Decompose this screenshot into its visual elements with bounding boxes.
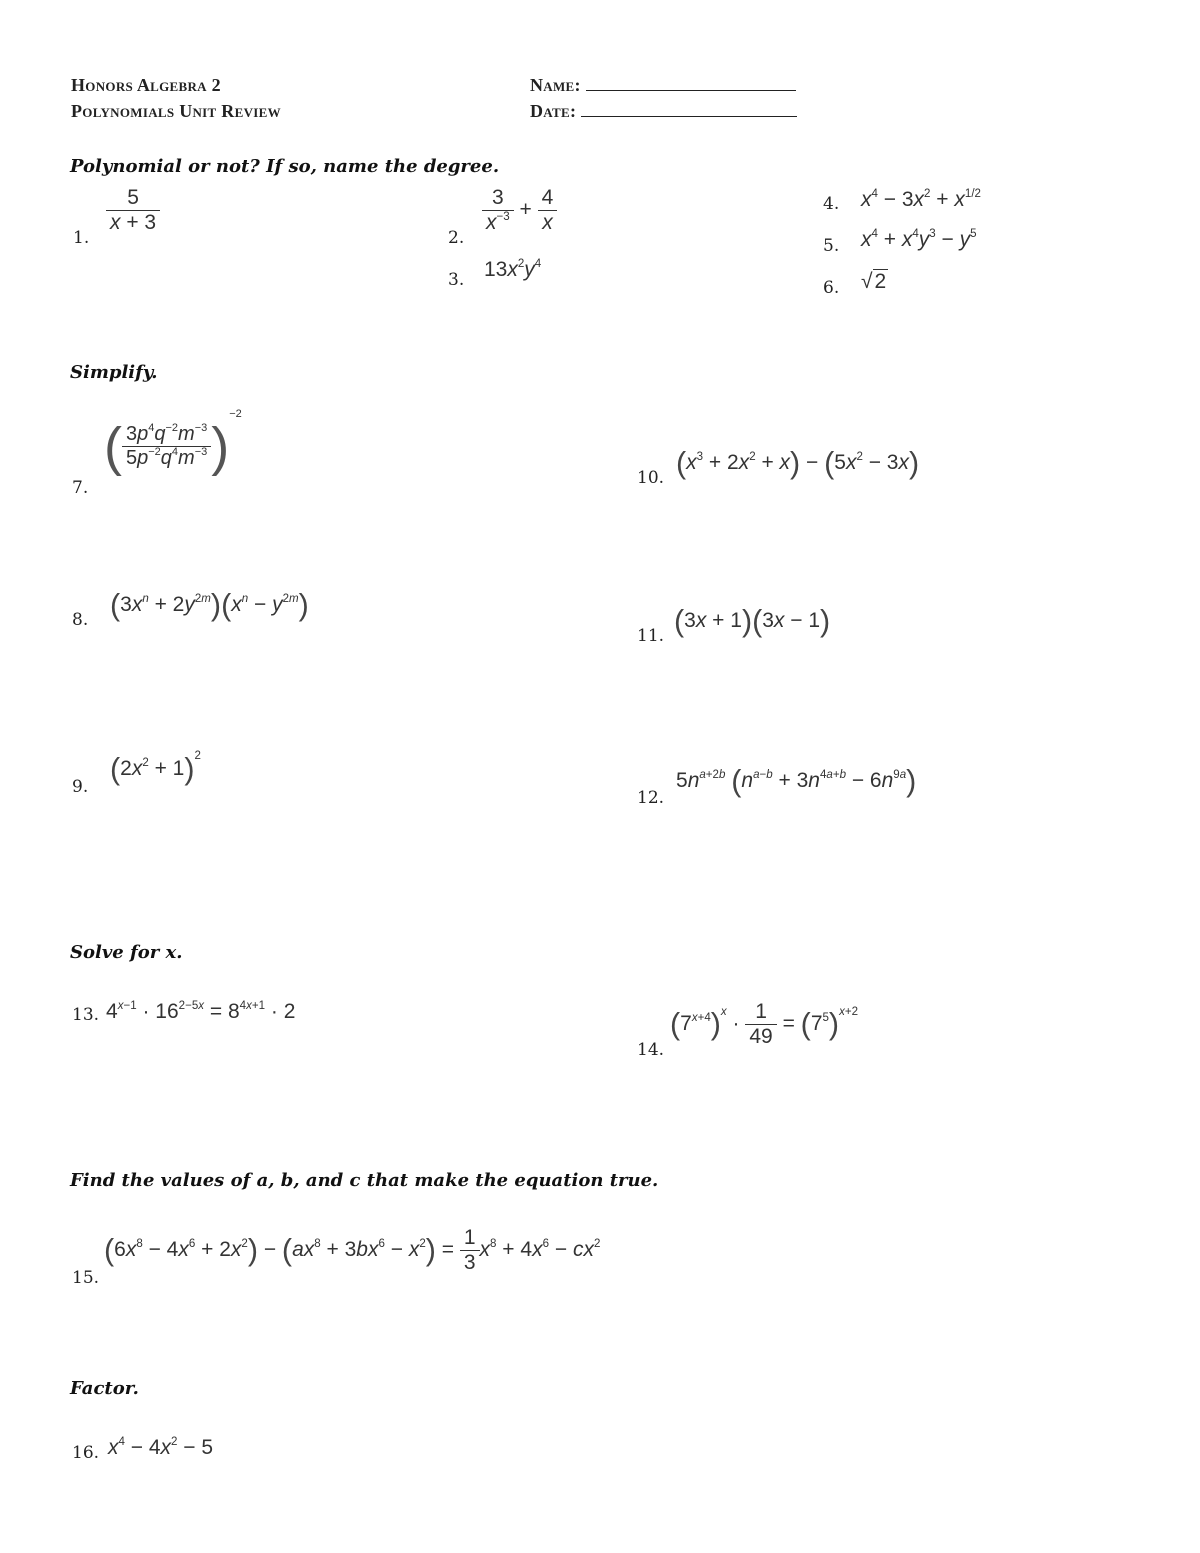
- section-solve-heading: Solve for x.: [70, 942, 183, 963]
- problem-number: 1.: [73, 228, 90, 248]
- problem-15-expression: $(6x^8 - 4x^6 + 2x^2) - (ax^8 + 3bx^6 - x^2)$ = $\frac{1}{3}$ $x^8 + 4x^6 - cx^2$: [104, 1226, 601, 1275]
- problem-number: 3.: [448, 270, 465, 290]
- problem-number: 7.: [72, 478, 89, 498]
- date-label: Date:: [530, 101, 577, 121]
- problem-12-expression: $5n^{a+2b}$ $(n^{a-b} + 3n^{4a+b} - 6n^{9a})$: [676, 764, 917, 798]
- section-polynomial-heading: Polynomial or not? If so, name the degree.: [70, 156, 500, 177]
- problem-number: 10.: [637, 468, 665, 488]
- problem-2-expression: $\frac{3}{x^{-3}}$ + $\frac{4}{x}$: [482, 186, 557, 235]
- problem-16-expression: $x^4 - 4x^2 - 5$: [108, 1435, 214, 1459]
- course-title: Honors Algebra 2: [71, 75, 221, 95]
- name-label: Name:: [530, 75, 581, 95]
- problem-13-expression: $4^{x-1} \cdot 16^{2-5x} = 8^{4x+1} \cdot 2$: [106, 999, 296, 1023]
- problem-7-expression: ( $\frac{3p^4q^{-2}m^{-3}}{5p^{-2}q^4m^{-3}}$ )$^{-2}$: [104, 408, 242, 477]
- problem-number: 11.: [637, 626, 665, 646]
- problem-number: 4.: [823, 194, 840, 214]
- problem-number: 15.: [72, 1268, 100, 1288]
- problem-number: 14.: [637, 1040, 665, 1060]
- problem-number: 9.: [72, 777, 89, 797]
- problem-number: 12.: [637, 788, 665, 808]
- problem-11-expression: (3x + 1)(3x − 1): [674, 604, 831, 638]
- unit-title: Polynomials Unit Review: [71, 101, 281, 121]
- problem-number: 16.: [72, 1443, 100, 1463]
- problem-number: 13.: [72, 1005, 100, 1025]
- date-field[interactable]: [530, 101, 797, 122]
- problem-4-expression: $x^4 - 3x^2 + x^{1/2}$: [861, 187, 981, 211]
- problem-8-expression: $(3x^n + 2y^{2m})(x^n - y^{2m})$: [110, 588, 309, 622]
- section-factor-heading: Factor.: [70, 1378, 139, 1399]
- name-blank[interactable]: [586, 76, 796, 91]
- problem-10-expression: $(x^3 + 2x^2 + x) - (5x^2 - 3x)$: [676, 446, 920, 480]
- problem-9-expression: $(2x^2 + 1)^2$: [110, 749, 201, 786]
- problem-6-expression: √2: [861, 270, 887, 293]
- problem-number: 8.: [72, 610, 89, 630]
- name-field[interactable]: [530, 75, 796, 96]
- problem-14-expression: $(7^{x+4})^x$ · $\frac{1}{49}$ = $(7^5)^{x+2}$: [670, 1000, 859, 1049]
- problem-number: 5.: [823, 236, 840, 256]
- problem-number: 2.: [448, 228, 465, 248]
- section-find-heading: Find the values of a, b, and c that make the equation true.: [70, 1170, 659, 1191]
- problem-5-expression: $x^4 + x^4y^3 - y^5$: [861, 227, 977, 251]
- problem-3-expression: $13x^2y^4$: [484, 257, 542, 281]
- problem-1-expression: $\frac{5}{x + 3}$: [106, 186, 160, 235]
- section-simplify-heading: Simplify.: [70, 362, 158, 383]
- date-blank[interactable]: [581, 102, 797, 117]
- problem-number: 6.: [823, 278, 840, 298]
